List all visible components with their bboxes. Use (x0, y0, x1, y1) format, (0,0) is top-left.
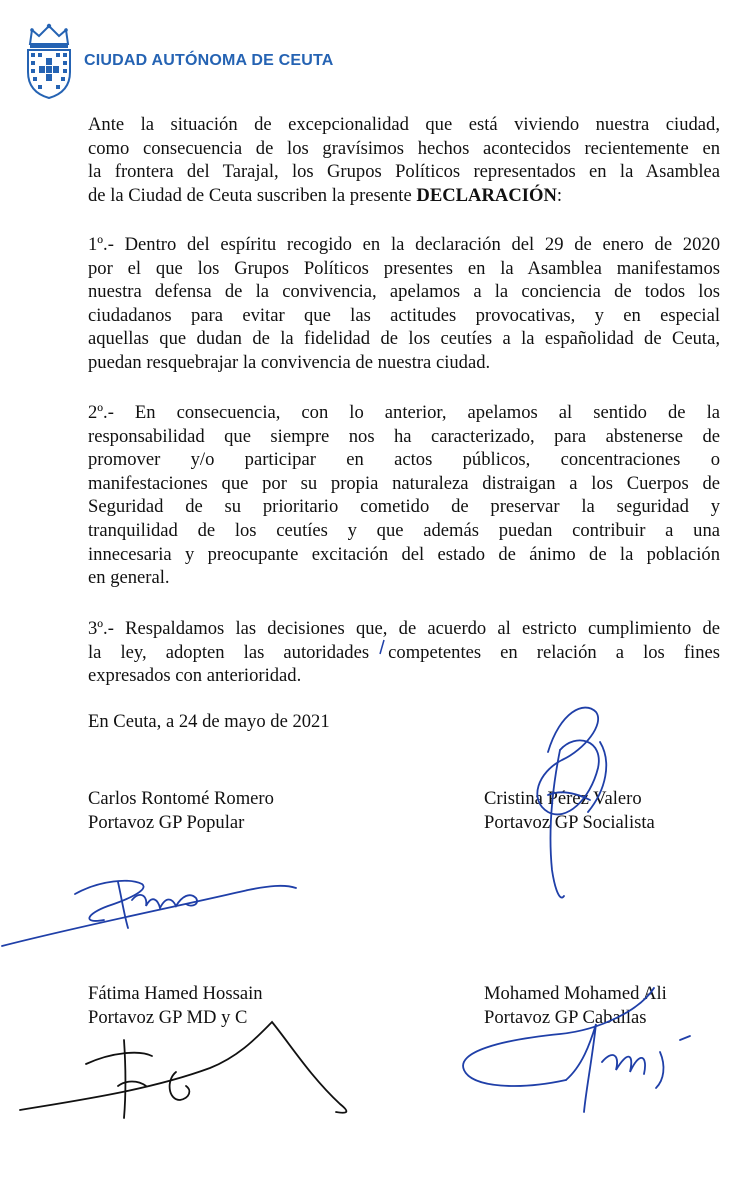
intro-paragraph (88, 113, 720, 207)
declaration-heading: DECLARACIÓN (416, 184, 557, 206)
signature-popular (2, 881, 296, 946)
signatory-name: Carlos Rontomé Romero (88, 788, 274, 809)
text-line: ciudadanos para evitar que las actitudes provocativas, y en especial (88, 304, 720, 326)
text-line: aquellas que dudan de la fidelidad de los ceutíes a la españolidad de Ceuta, (88, 328, 720, 350)
text-line: nuestra defensa de la convivencia, apelamos a la conciencia de todos los (88, 281, 720, 303)
signatory-socialista (484, 787, 655, 835)
signatory-name: Fátima Hamed Hossain (88, 983, 263, 1004)
ceuta-coat-of-arms-icon (22, 22, 76, 100)
text-line: expresados con anterioridad. (88, 665, 302, 687)
text-line (88, 184, 720, 208)
text-line: 3º.- Respaldamos las decisiones que, de acuerdo al estricto cumplimiento de (88, 618, 720, 639)
text-line: manifestaciones que por su propia naturaleza distraigan a los Cuerpos de (88, 472, 720, 494)
signatory-role: Portavoz GP Socialista (484, 812, 655, 833)
signatory-popular (88, 787, 274, 835)
place-and-date: En Ceuta, a 24 de mayo de 2021 (88, 711, 330, 732)
signatory-role: Portavoz GP Popular (88, 812, 245, 833)
text-line: 1º.- Dentro del espíritu recogido en la declaración del 29 de enero de 2020 (88, 234, 720, 255)
text-line: puedan resquebrajar la convivencia de nuestra ciudad. (88, 351, 491, 373)
point-3-paragraph (88, 617, 720, 688)
signature-mdyc (20, 1022, 346, 1118)
signatory-mdyc (88, 982, 263, 1030)
signatory-caballas (484, 982, 667, 1030)
text-line: en general. (88, 567, 170, 589)
text-line: Ante la situación de excepcionalidad que está viviendo nuestra ciudad, (88, 114, 720, 135)
text-line: 2º.- En consecuencia, con lo anterior, apelamos al sentido de la (88, 402, 720, 423)
organization-name: CIUDAD AUTÓNOMA DE CEUTA (84, 52, 334, 69)
intro-punctuation: : (556, 184, 563, 206)
text-line: Seguridad de su prioritario cometido de preservar la seguridad y (88, 496, 720, 518)
text-line: innecesaria y preocupante excitación del estado de ánimo de la población (88, 543, 720, 565)
text-line: como consecuencia de los gravísimos hechos acontecidos recientemente en (88, 137, 720, 159)
signatory-name: Cristina Pérez Valero (484, 788, 642, 809)
text-line: tranquilidad de los ceutíes y que además puedan contribuir a una (88, 519, 720, 541)
signatory-name: Mohamed Mohamed Ali (484, 983, 667, 1004)
text-line: promover y/o participar en actos públicos, concentraciones o (88, 449, 720, 471)
intro-text: de la Ciudad de Ceuta suscriben la presente (88, 184, 417, 206)
text-line: la ley, adopten las autoridades competentes en relación a los fines (88, 641, 720, 663)
letterhead (22, 22, 642, 102)
signatory-role: Portavoz GP MD y C (88, 1007, 248, 1028)
point-2-paragraph (88, 401, 720, 590)
text-line: por el que los Grupos Políticos presentes en la Asamblea manifestamos (88, 257, 720, 279)
text-line: responsabilidad que siempre nos ha caracterizado, para abstenerse de (88, 425, 720, 447)
signatory-role: Portavoz GP Caballas (484, 1007, 647, 1028)
text-line: la frontera del Tarajal, los Grupos Políticos representados en la Asamblea (88, 161, 720, 183)
point-1-paragraph (88, 233, 720, 375)
